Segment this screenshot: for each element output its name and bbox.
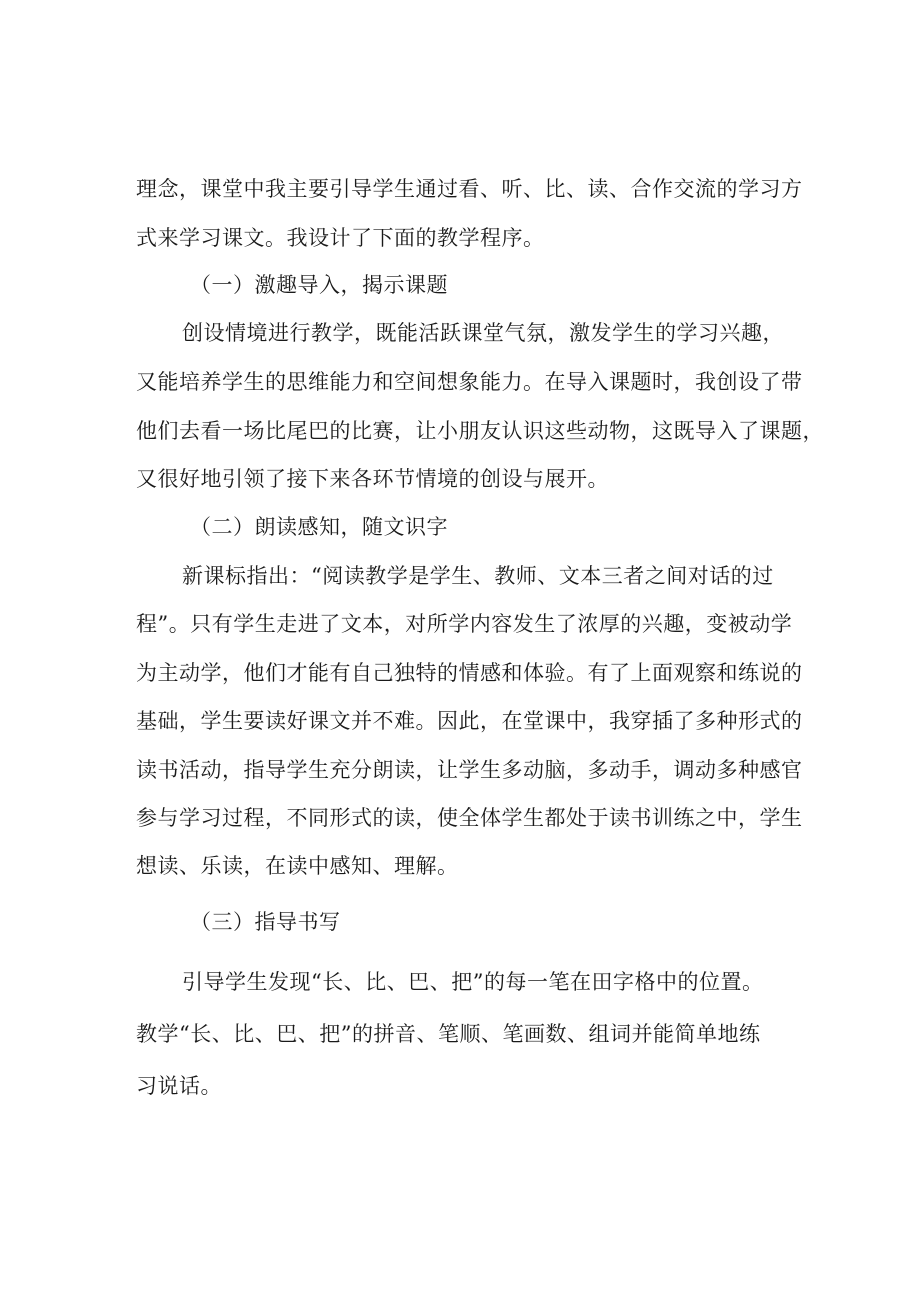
section-3-line-2: 教学“长、比、巴、把”的拼音、笔顺、笔画数、组词并能简单地练	[136, 1022, 761, 1046]
section-2-line-7: 想读、乐读，在读中感知、理解。	[136, 854, 459, 878]
section-2-line-6: 参与学习过程，不同形式的读，使全体学生都处于读书训练之中，学生	[136, 806, 803, 830]
section-1-line-3: 他们去看一场比尾巴的比赛，让小朋友认识这些动物，这既导入了课题，	[136, 419, 824, 443]
section-2-heading: （二）朗读感知，随文识字	[190, 515, 448, 539]
section-1-line-1: 创设情境进行教学，既能活跃课堂气氛，激发学生的学习兴趣，	[182, 321, 784, 345]
section-1-line-4: 又很好地引领了接下来各环节情境的创设与展开。	[136, 467, 609, 491]
section-1-heading: （一）激趣导入，揭示课题	[190, 273, 448, 297]
section-2-line-5: 读书活动，指导学生充分朗读，让学生多动脑，多动手，调动多种感官	[136, 758, 803, 782]
section-2-line-4: 基础，学生要读好课文并不难。因此，在堂课中，我穿插了多种形式的	[136, 709, 803, 733]
section-1-line-2: 又能培养学生的思维能力和空间想象能力。在导入课题时，我创设了带	[136, 370, 803, 394]
section-2-line-2: 程”。只有学生走进了文本，对所学内容发生了浓厚的兴趣，变被动学	[136, 612, 793, 636]
section-3-line-3: 习说话。	[136, 1074, 222, 1098]
section-2-line-3: 为主动学，他们才能有自己独特的情感和体验。有了上面观察和练说的	[136, 661, 803, 685]
section-3-line-1: 引导学生发现“长、比、巴、把”的每一笔在田字格中的位置。	[182, 970, 764, 994]
section-3-heading: （三）指导书写	[190, 910, 341, 934]
section-2-line-1: 新课标指出：“阅读教学是学生、教师、文本三者之间对话的过	[182, 564, 774, 588]
intro-line-2: 式来学习课文。我设计了下面的教学程序。	[136, 226, 545, 250]
intro-line-1: 理念，课堂中我主要引导学生通过看、听、比、读、合作交流的学习方	[136, 177, 803, 201]
